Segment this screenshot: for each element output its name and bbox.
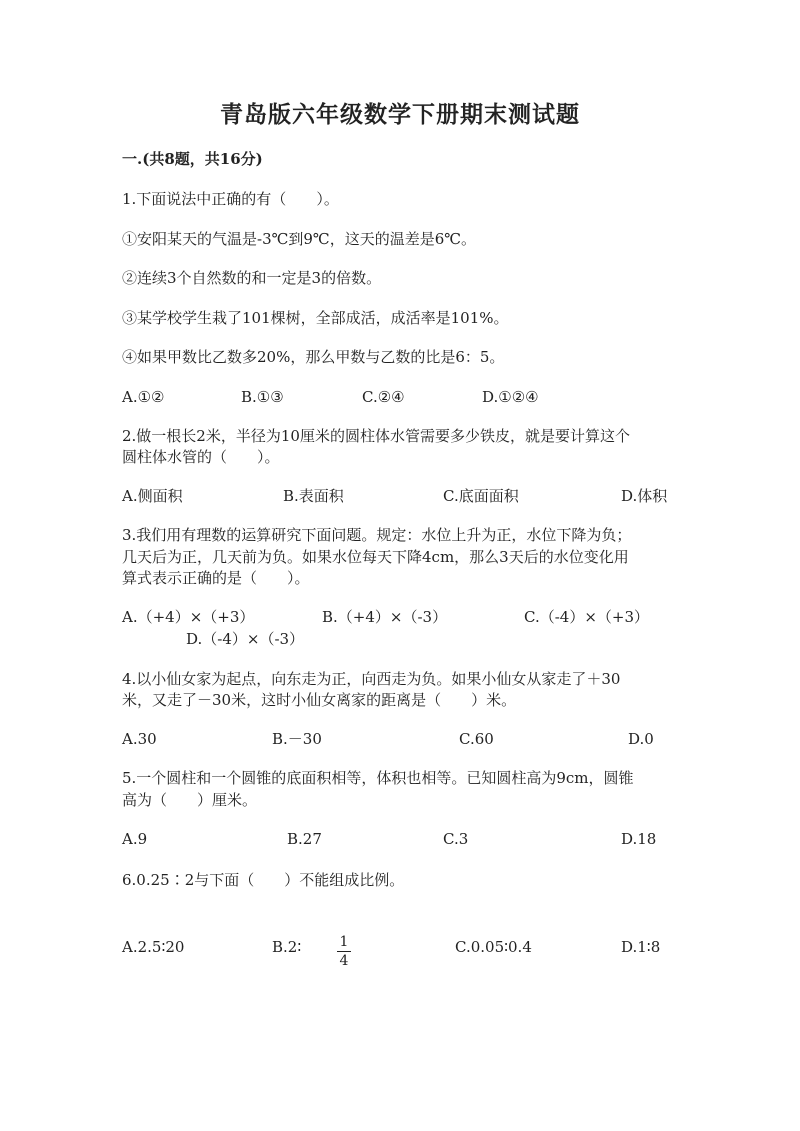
q2-stem-line-1: 2.做一根长2米，半径为10厘米的圆柱体水管需要多少铁皮，就是要计算这个 <box>122 427 630 445</box>
q6-option-b-fraction <box>337 934 351 969</box>
q5-option-d: D.18 <box>621 830 657 848</box>
fraction-numerator: 1 <box>337 934 351 952</box>
q3-option-b: B.（+4）×（-3） <box>322 608 448 626</box>
q2-option-c: C.底面面积 <box>443 487 519 505</box>
q1-option-d: D.①②④ <box>482 388 539 406</box>
q1-statement-1: ①安阳某天的气温是-3℃到9℃，这天的温差是6℃。 <box>122 230 477 248</box>
q6-option-a: A.2.5∶20 <box>122 938 185 956</box>
q4-option-a: A.30 <box>122 730 157 748</box>
q5-option-b: B.27 <box>287 830 322 848</box>
fraction-denominator: 4 <box>339 953 349 969</box>
q4-option-b: B.－30 <box>272 730 322 748</box>
section-heading: 一.(共8题，共16分) <box>122 150 263 168</box>
q3-option-d: D.（-4）×（-3） <box>186 630 305 648</box>
q6-option-c: C.0.05∶0.4 <box>455 938 532 956</box>
q5-stem-line-2: 高为（ ）厘米。 <box>122 791 258 809</box>
page-title: 青岛版六年级数学下册期末测试题 <box>220 101 580 128</box>
q4-option-d: D.0 <box>628 730 654 748</box>
q1-statement-3: ③某学校学生栽了101棵树，全部成活，成活率是101%。 <box>122 309 509 327</box>
q3-option-c: C.（-4）×（+3） <box>524 608 650 626</box>
q5-stem-line-1: 5.一个圆柱和一个圆锥的底面积相等，体积也相等。已知圆柱高为9cm，圆锥 <box>122 769 634 787</box>
q6-option-d: D.1∶8 <box>621 938 661 956</box>
q4-stem-line-1: 4.以小仙女家为起点，向东走为正，向西走为负。如果小仙女从家走了＋30 <box>122 670 621 688</box>
q2-option-a: A.侧面积 <box>122 487 183 505</box>
q3-option-a: A.（+4）×（+3） <box>122 608 255 626</box>
q1-option-a: A.①② <box>122 388 165 406</box>
q4-option-c: C.60 <box>459 730 494 748</box>
q2-option-b: B.表面积 <box>283 487 344 505</box>
q1-option-c: C.②④ <box>362 388 405 406</box>
q3-stem-line-3: 算式表示正确的是（ ）。 <box>122 569 310 587</box>
q2-stem-line-2: 圆柱体水管的（ ）。 <box>122 448 280 466</box>
q1-option-b: B.①③ <box>241 388 284 406</box>
q5-option-a: A.9 <box>122 830 148 848</box>
q6-option-b: B.2∶ <box>272 938 302 956</box>
q5-option-c: C.3 <box>443 830 469 848</box>
q2-option-d: D.体积 <box>621 487 668 505</box>
q1-stem: 1.下面说法中正确的有（ ）。 <box>122 190 339 208</box>
q1-statement-2: ②连续3个自然数的和一定是3的倍数。 <box>122 269 382 287</box>
q1-statement-4: ④如果甲数比乙数多20%，那么甲数与乙数的比是6：5。 <box>122 348 505 366</box>
q6-stem: 6.0.25∶2与下面（ ）不能组成比例。 <box>122 871 405 889</box>
q3-stem-line-1: 3.我们用有理数的运算研究下面问题。规定：水位上升为正，水位下降为负； <box>122 526 632 544</box>
q3-stem-line-2: 几天后为正，几天前为负。如果水位每天下降4cm，那么3天后的水位变化用 <box>122 548 629 566</box>
q4-stem-line-2: 米，又走了－30米，这时小仙女离家的距离是（ ）米。 <box>122 691 517 709</box>
